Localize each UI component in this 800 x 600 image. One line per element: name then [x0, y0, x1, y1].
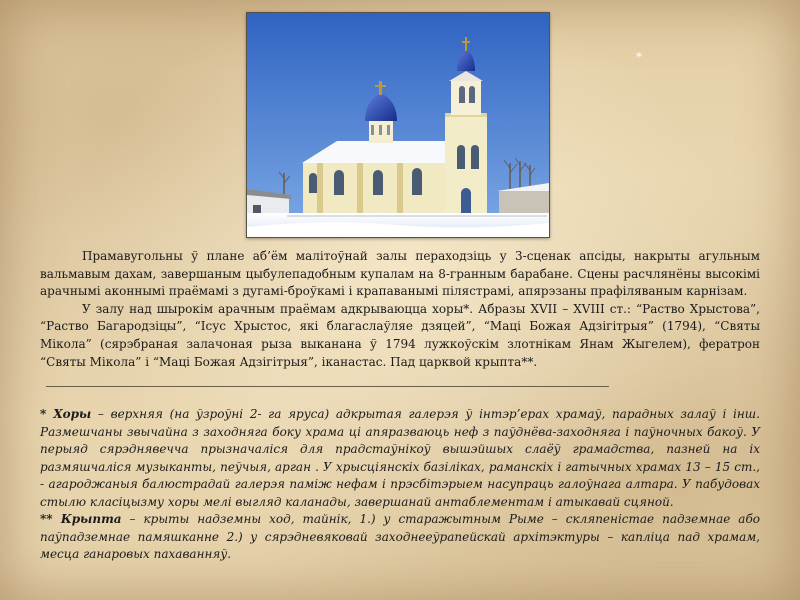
footnote-crypt-text: – крыты надземны ход, тайнік, 1.) у старажытным Рыме – скляпеністае падземнае або паўпадземнае памяшканне 2.) у сярэдневяковай заходнееўрапейскай архітэктуры – капліца пад храмам, месца ганаровых пахаванняў.	[40, 512, 760, 561]
footnote-crypt-term: ** Крыпта	[40, 512, 122, 526]
footnote-crypt	[40, 511, 760, 564]
church-photo	[246, 12, 550, 238]
paragraph-2: У залу над шырокім арачным праёмам адкрываюцца хоры*. Абразы XVII – XVIII ст.: “Раство Хрыстова”, “Раство Багародзіцы”, “Ісус Хрыстос, які благаслаўляе дзяцей”, “Маці Божая Адзігітрыя” (1794), “Святы Мікола” (сярэбраная залачоная рыза выканана ў 1794 лужкоўскім злотнікам Янам Жыгелем), фератрон “Святы Мікола” і “Маці Божая Адзігітрыя”, іканастас. Пад царквой крыпта**.	[40, 301, 760, 369]
footnote-choirs	[40, 406, 760, 511]
decor-asterisk: *	[636, 50, 642, 64]
paragraph-1: Прамавугольны ў плане аб’ём малітоўнай залы пераходзіць у 3-сценак апсіды, накрыты агульным вальмавым дахам, завершаным цыбулепадобным купалам на 8-гранным барабане. Сцены расчлянёны высокімі арачнымі аконнымі праёмамі з дугамі-броўкамі і крапаванымі пілястрамі, апярэзаны прафіляваным карнізам.	[40, 249, 760, 299]
footnote-separator	[46, 386, 609, 387]
footnotes-block	[40, 406, 760, 564]
footnote-choirs-text: – верхняя (на ўзроўні 2- га яруса) адкрытая галерэя ў інтэр’ерах храмаў, парадных залаў і інш. Размешчаны звычайна з заходняга боку храма ці апяразваюць неф з паўднёва-заходняга і паўночных бакоў. У перыяд сярэднявечча прызначаліся для прадстаўнікоў вышэйшых слаёў грамадства, пазней на іх размяшчаліся музыканты, пеўчыя, арган . У хрысціянскіх базіліках, раманскіх і гатычных храмах 13 – 15 ст., - агароджаныя балюстрадай галерэя паміж нефам і прэсбітэрыем насупраць галоўнага алтара. У пабудовах стылю класіцызму хоры мелі выгляд каланады, завершанай антаблементам і атыкавай сцяной.	[40, 407, 760, 509]
footnote-choirs-term: * Хоры	[40, 407, 92, 421]
main-text-block	[40, 248, 760, 371]
